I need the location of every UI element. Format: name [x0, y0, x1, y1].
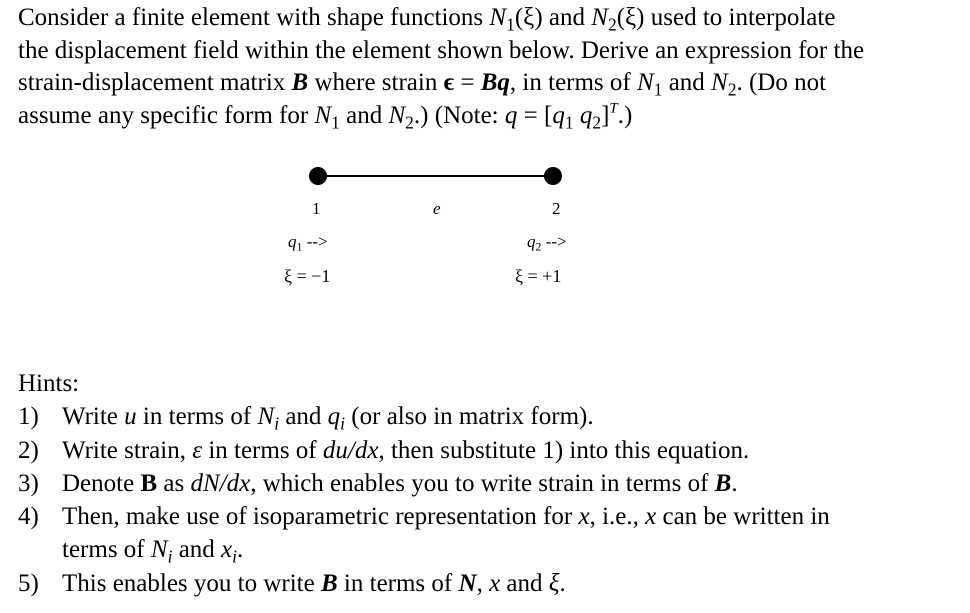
- math-N: N: [150, 536, 168, 564]
- element-diagram: [0, 0, 970, 300]
- hint-1: [18, 400, 963, 433]
- math-epsilon: ε: [192, 436, 203, 464]
- math-x: x: [221, 536, 233, 564]
- text: .: [559, 569, 566, 597]
- math-N: N: [458, 569, 477, 597]
- hints-list: [18, 400, 963, 600]
- text: (or also in matrix form).: [345, 403, 594, 431]
- node-2-number: 2: [552, 199, 561, 218]
- subscript: 2: [592, 112, 602, 133]
- math-q2: q: [573, 101, 593, 129]
- math-q: q: [504, 101, 518, 129]
- hint-number: 2): [18, 436, 39, 464]
- text: used to interpolate: [644, 4, 836, 31]
- problem-line-2: the displacement field within the element shown below. Derive an expression for the: [18, 36, 865, 64]
- node-1-number: 1: [312, 199, 321, 218]
- text: where strain: [308, 69, 444, 97]
- math-B: B: [714, 469, 732, 497]
- subscript: i: [167, 546, 173, 567]
- math-q1: q: [552, 101, 565, 129]
- dof-arrow: -->: [541, 232, 567, 251]
- text: .) (Note:: [413, 101, 505, 129]
- math-du-dx: du/dx: [322, 436, 379, 464]
- text: terms of: [62, 536, 151, 564]
- text: strain-displacement matrix: [18, 69, 292, 97]
- text: and: [662, 69, 712, 97]
- hint-5: [18, 567, 963, 600]
- text: ,: [476, 569, 490, 597]
- math-epsilon: ϵ: [443, 69, 455, 97]
- dof-symbol: q: [288, 232, 297, 251]
- hints-section: [18, 367, 963, 600]
- math-dN-dx: dN/dx: [190, 469, 251, 497]
- text: , then substitute 1) into this equation.: [378, 436, 750, 464]
- math-u: u: [124, 403, 137, 431]
- node-2-dot: [544, 167, 562, 185]
- text: and: [500, 569, 549, 597]
- subscript: 1: [564, 112, 574, 133]
- text: can be written in: [656, 503, 830, 531]
- math-B: B: [291, 69, 309, 97]
- text: as: [157, 469, 191, 497]
- subscript: 2: [607, 14, 617, 35]
- text: , in terms of: [509, 69, 637, 97]
- hint-number: 5): [18, 569, 39, 597]
- text: and: [279, 403, 328, 431]
- node-1-dot: [309, 167, 327, 185]
- math-N1: N: [489, 4, 507, 31]
- math-N1: N: [637, 69, 654, 97]
- math-x: x: [645, 503, 657, 531]
- hint-4: [18, 500, 963, 567]
- dof-symbol: q: [527, 232, 536, 251]
- subscript: 2: [405, 112, 414, 133]
- subscript: 2: [535, 239, 542, 254]
- text: .: [237, 536, 244, 564]
- text: .): [617, 101, 633, 129]
- subscript: 1: [506, 14, 515, 35]
- hint-2: [18, 434, 963, 467]
- subscript: 1: [331, 112, 340, 133]
- math-N1: N: [314, 101, 332, 129]
- math-arg: (ξ): [616, 4, 645, 31]
- text: .: [731, 469, 738, 497]
- text: This enables you to write: [62, 569, 321, 597]
- text: and: [172, 536, 222, 564]
- math-N2: N: [591, 4, 608, 31]
- hints-title: Hints:: [18, 370, 80, 397]
- math-arg: (ξ): [514, 4, 543, 31]
- math-x: x: [578, 503, 590, 531]
- subscript: i: [340, 413, 346, 434]
- text: Write strain,: [62, 436, 193, 464]
- equals: =: [517, 101, 544, 129]
- element-svg: [0, 0, 970, 300]
- text: in terms of: [337, 569, 459, 597]
- math-Bq: Bq: [480, 69, 510, 97]
- bracket: ]: [601, 101, 610, 129]
- subscript: 1: [296, 239, 303, 254]
- text: Write: [62, 403, 125, 431]
- math-x: x: [489, 569, 501, 597]
- math-N2: N: [711, 69, 728, 97]
- hint-number: 4): [18, 503, 39, 531]
- math-xi: ξ: [548, 569, 560, 597]
- hint-number: 1): [18, 403, 39, 431]
- node-1-dof: [288, 232, 328, 252]
- text: and: [339, 101, 389, 129]
- node-2-xi: ξ = +1: [515, 266, 562, 286]
- node-1-xi: ξ = −1: [284, 266, 331, 286]
- equals: =: [454, 69, 481, 97]
- subscript: i: [274, 413, 280, 434]
- text: in terms of: [202, 436, 323, 464]
- subscript: i: [232, 546, 238, 567]
- math-B: B: [320, 569, 338, 597]
- text: Denote: [62, 469, 141, 497]
- text: and: [542, 4, 592, 31]
- superscript-transpose: T: [609, 100, 618, 117]
- text: in terms of: [136, 403, 258, 431]
- text: . (Do not: [736, 69, 827, 97]
- hint-number: 3): [18, 469, 39, 497]
- math-B: B: [140, 469, 158, 497]
- element-label: e: [433, 199, 441, 218]
- text: assume any specific form for: [18, 101, 315, 129]
- hint-3: [18, 467, 963, 500]
- math-N2: N: [388, 101, 406, 129]
- dof-arrow: -->: [302, 232, 328, 251]
- math-q: q: [327, 403, 341, 431]
- text: Then, make use of isoparametric representation for: [62, 503, 579, 531]
- subscript: 1: [653, 79, 663, 100]
- math-N: N: [257, 403, 275, 431]
- text: , i.e.,: [589, 503, 646, 531]
- subscript: 2: [727, 79, 737, 100]
- bracket: [: [543, 101, 553, 129]
- text: , which enables you to write strain in terms of: [250, 469, 715, 497]
- text: Consider a finite element with shape functions: [18, 4, 490, 31]
- node-2-dof: [527, 232, 567, 252]
